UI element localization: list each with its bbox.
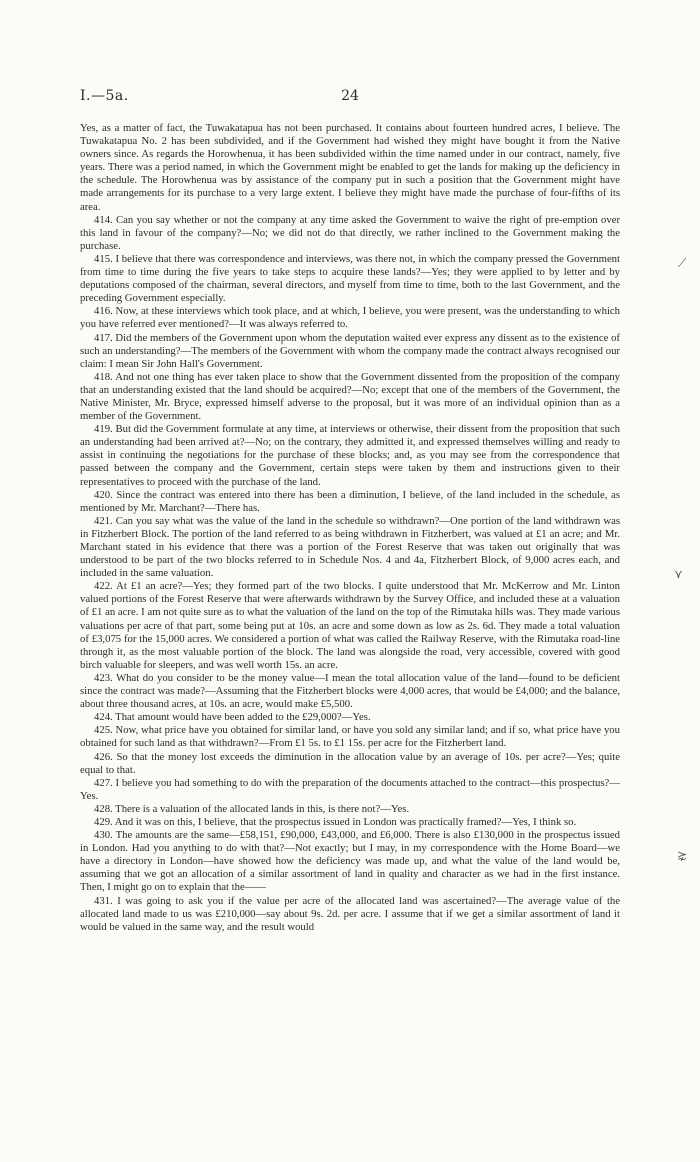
paragraph: Yes, as a matter of fact, the Tuwakatapua has not been purchased. It contains about fourteen hundred acres, I believe. The Tuwakatapua No. 2 has been subdivided, and if the Government had wished they might have bought it from the Native owners since. As regards the Horowhenua, it has been subdivided within the time named under in our contract, namely, five years. There was a period named, in which the Government might be enabled to get the lands for making up the deficiency in the schedule. The Horowhenua was by assistance of the company put in such a position that the Government might have made arrangements for its purchase to a very large extent. I believe they might have made the purchase of four-fifths of its area.	[80, 122, 620, 213]
paragraph: 421. Can you say what was the value of the land in the schedule so withdrawn?—One portion of the land withdrawn was in Fitzherbert Block. The portion of the land referred to as being withdrawn in Fitzherbert, was valued at £1 an acre; and Mr. Marchant stated in his evidence that there was a portion of the Forest Reserve that was taken out originally that was understood to be part of the two blocks referred to in Schedule Nos. 4 and 4a, Fitzherbert Block, of 9,000 acres each, and included in the same valuation.	[80, 514, 620, 580]
paragraph: 418. And not one thing has ever taken place to show that the Government dissented from the proposition of the company that an understanding existed that the land should be acquired?—No; except that one of the members of the Government, the Native Minister, Mr. Bryce, expressed himself adverse to the proposal, but it was more of an individual opinion than as a member of the Government.	[80, 370, 620, 423]
page-header	[80, 88, 620, 108]
paragraph: 430. The amounts are the same—£58,151, £90,000, £43,000, and £6,000. There is also £130,000 in the prospectus issued in London. Had you anything to do with that?—Not exactly; but I may, in my correspondence with the Home Board—we have a directory in London—have showed how the deficiency was made up, and what the value of the land would be, assuming that we got an allocation of a similar assortment of land in quality and character as we had in the first instance. Then, I might go on to explain that the——	[80, 829, 620, 894]
paragraph: 414. Can you say whether or not the company at any time asked the Government to waive the right of pre-emption over this land in favour of the company?—No; we did not do that directly, we rather inclined to the Government making the purchase.	[80, 213, 620, 252]
paragraph: 425. Now, what price have you obtained for similar land, or have you sold any similar land; and if so, what price have you obtained for such land as that withdrawn?—From £1 5s. to £1 15s. per acre for the Fitzherbert land.	[80, 724, 620, 750]
paragraph: 424. That amount would have been added to the £29,000?—Yes.	[94, 711, 371, 724]
document-page	[80, 88, 620, 934]
margin-mark: ⋩	[677, 848, 688, 862]
paragraph: 429. And it was on this, I believe, that the prospectus issued in London was practically framed?—Yes, I think so.	[94, 815, 577, 828]
paper-reference: I.—5a.	[80, 88, 129, 104]
margin-mark: ⋎	[674, 567, 683, 581]
document-body	[80, 122, 620, 934]
paragraph: 419. But did the Government formulate at any time, at interviews or otherwise, their dissent from the proposition that such an understanding had been arrived at?—No; on the contrary, they admitted it, and expressed themselves willing and ready to assist in continuing the negotiations for the purchase of these blocks; and, as you may see from the correspondence that passed between the company and the Government, certain steps were taken by them and instructions given to their representatives to proceed with the purchase of the land.	[80, 423, 620, 488]
paragraph: 423. What do you consider to be the money value—I mean the total allocation value of the land—found to be deficient since the contract was made?—Assuming that the Fitzherbert blocks were 4,000 acres, that would be £4,000; and the balance, about three thousand acres, at 10s. an acre, would make £5,500.	[80, 671, 620, 711]
margin-mark: ⟋	[678, 256, 687, 270]
paragraph: 428. There is a valuation of the allocated lands in this, is there not?—Yes.	[94, 802, 410, 815]
paragraph: 427. I believe you had something to do with the preparation of the documents attached to the contract—this prospectus?—Yes.	[80, 776, 620, 802]
paragraph: 415. I believe that there was correspondence and interviews, was there not, in which the company pressed the Government from time to time during the five years to take steps to acquire these lands?—Yes; they were applied to by letter and by deputations composed of the chairman, several directors, and myself from time to time, both to the last Government, and the preceding Government especially.	[80, 252, 620, 305]
paragraph: 420. Since the contract was entered into there has been a diminution, I believe, of the land included in the schedule, as mentioned by Mr. Marchant?—There has.	[80, 488, 620, 514]
paragraph: 417. Did the members of the Government upon whom the deputation waited ever express any dissent as to the existence of such an understanding?—The members of the Government with whom the company made the contract always recognised our claim: I mean Sir John Hall's Government.	[80, 331, 620, 370]
paragraph: 422. At £1 an acre?—Yes; they formed part of the two blocks. I quite understood that Mr. McKerrow and Mr. Linton valued portions of the Forest Reserve that were afterwards withdrawn by the Survey Office, and included these at a valuation of £1 an acre. I am not quite sure as to what the valuation of the land on the top of the Rimutaka hills was. They made various valuations per acre of that part, some being put at 10s. an acre and some down as low as 2s. 6d. They made a total valuation of £3,075 for the 15,000 acres. We considered a portion of what was called the Railway Reserve, with the Rimutaka road-line through it, as the most valuable portion of the block. The land was alongside the road, very accessible, covered with good birch valuable for sleepers, and was well worth 15s. an acre.	[80, 580, 620, 671]
paragraph: 426. So that the money lost exceeds the diminution in the allocation value by an average of 10s. per acre?—Yes; quite equal to that.	[80, 750, 620, 776]
paragraph: 431. I was going to ask you if the value per acre of the allocated land was ascertained?—The average value of the allocated land made to us was £210,000—say about 9s. 2d. per acre. I assume that if we get a similar assortment of land it would be valued in the same way, and the result would	[80, 894, 620, 933]
paragraph: 416. Now, at these interviews which took place, and at which, I believe, you were present, was the understanding to which you have referred ever mentioned?—It was always referred to.	[80, 305, 620, 331]
page-number: 24	[341, 88, 359, 104]
